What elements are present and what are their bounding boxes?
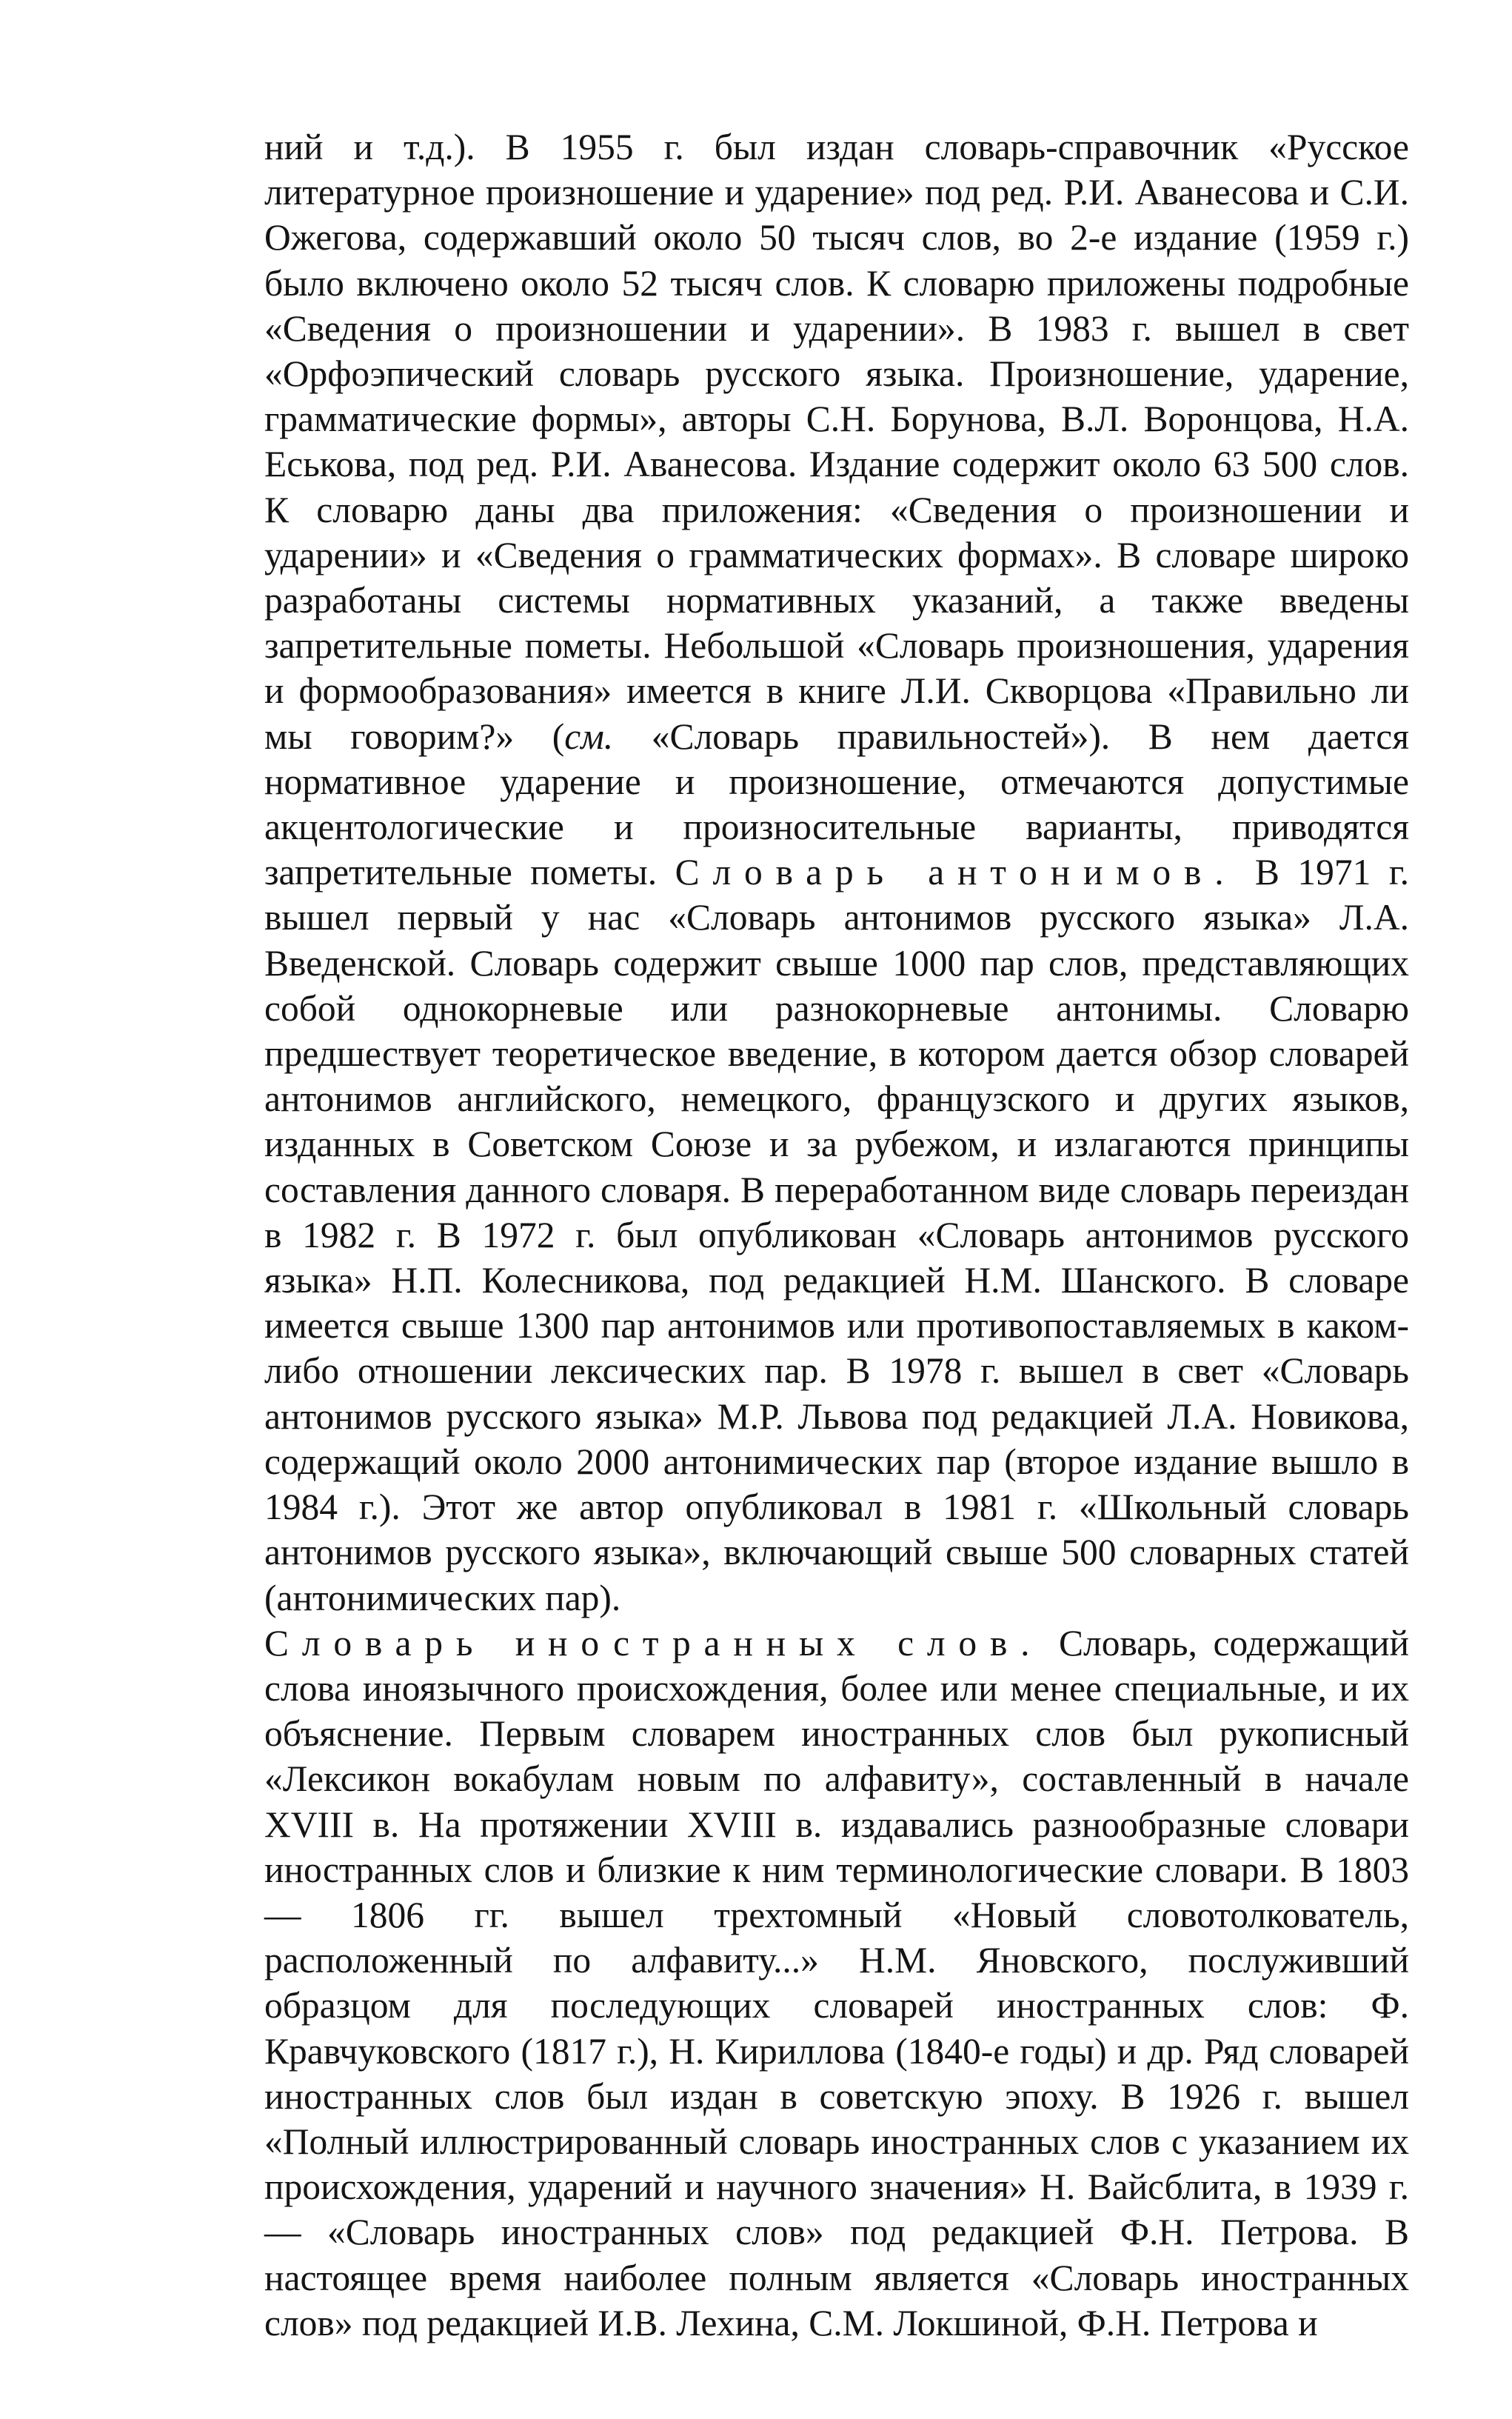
term-heading-foreign-words: Словарь иностранных слов. (264, 1622, 1043, 1664)
paragraph-text: В 1971 г. вышел первый у нас «Словарь антонимов русского языка» Л.А. Введенской. Словарь содержит свыше 1000 пар слов, представляющих собой однокорневые или разнокорневые антонимы. Словарю предшествует теоретическое введение, в котором дается обзор словарей антонимов английского, немецкого, французского и других языков, изданных в Советском Союзе и за рубежом, и излагаются принципы составления данного словаря. В переработанном виде словарь переиздан в 1982 г. В 1972 г. был опубликован «Словарь антонимов русского языка» Н.П. Колесникова, под редакцией Н.М. Шанского. В словаре имеется свыше 1300 пар антонимов или противопоставляемых в каком-либо отношении лексических пар. В 1978 г. вышел в свет «Словарь антонимов русского языка» М.Р. Львова под редакцией Л.А. Новикова, содержащий около 2000 антонимических пар (второе издание вышло в 1984 г.). Этот же автор опубликовал в 1981 г. «Школьный словарь антонимов русского языка», включающий свыше 500 словарных статей (антонимических пар). (264, 852, 1409, 1618)
document-page (264, 124, 1409, 2346)
italic-see-reference: см. (564, 715, 614, 757)
paragraph-text: ний и т.д.). В 1955 г. был издан словарь-справочник «Русское литературное произношение и ударение» под ред. Р.И. Аванесова и С.И. Ожегова, содержавший около 50 тысяч слов, во 2-е издание (1959 г.) было включено около 52 тысяч слов. К словарю приложены подробные «Сведения о произношении и ударении». В 1983 г. вышел в свет «Орфоэпический словарь русского языка. Произношение, ударение, грамматические формы», авторы С.Н. Борунова, В.Л. Воронцова, Н.А. Еськова, под ред. Р.И. Аванесова. Издание содержит около 63 500 слов. К словарю даны два приложения: «Сведения о произношении и ударении» и «Сведения о грамматических формах». В словаре широко разработаны системы нормативных указаний, а также введены запретительные пометы. Небольшой «Словарь произношения, ударения и формообразования» имеется в книге Л.И. Скворцова «Правильно ли мы говорим?» ( (264, 127, 1409, 757)
paragraph-text: Словарь, содержащий слова иноязычного происхождения, более или менее специальные, и их объяснение. Первым словарем иностранных слов был рукописный «Лексикон вокабулам новым по алфавиту», составленный в начале XVIII в. На протяжении XVIII в. издавались разнообразные словари иностранных слов и близкие к ним терминологические словари. В 1803 — 1806 гг. вышел трехтомный «Новый словотолкователь, расположенный по алфавиту...» Н.М. Яновского, послуживший образцом для последующих словарей иностранных слов: Ф. Кравчуковского (1817 г.), Н. Кириллова (1840-е годы) и др. Ряд словарей иностранных слов был издан в советскую эпоху. В 1926 г. вышел «Полный иллюстрированный словарь иностранных слов с указанием их происхождения, ударений и научного значения» Н. Вайсблита, в 1939 г.— «Словарь иностранных слов» под редакцией Ф.Н. Петрова. В настоящее время наиболее полным является «Словарь иностранных слов» под редакцией И.В. Лехина, С.М. Локшиной, Ф.Н. Петрова и (264, 1622, 1410, 2343)
paragraph-foreign-words (264, 1621, 1409, 2346)
term-heading-antonyms: Словарь антонимов. (675, 852, 1237, 893)
paragraph-text: «Словарь правильностей»). В нем дается нормативное ударение и произношение, отмечаются допустимые акцентологические и произносительные варианты, приводятся запретительные пометы. (264, 715, 1409, 893)
paragraph-pronunciation-and-antonyms (264, 124, 1409, 1621)
